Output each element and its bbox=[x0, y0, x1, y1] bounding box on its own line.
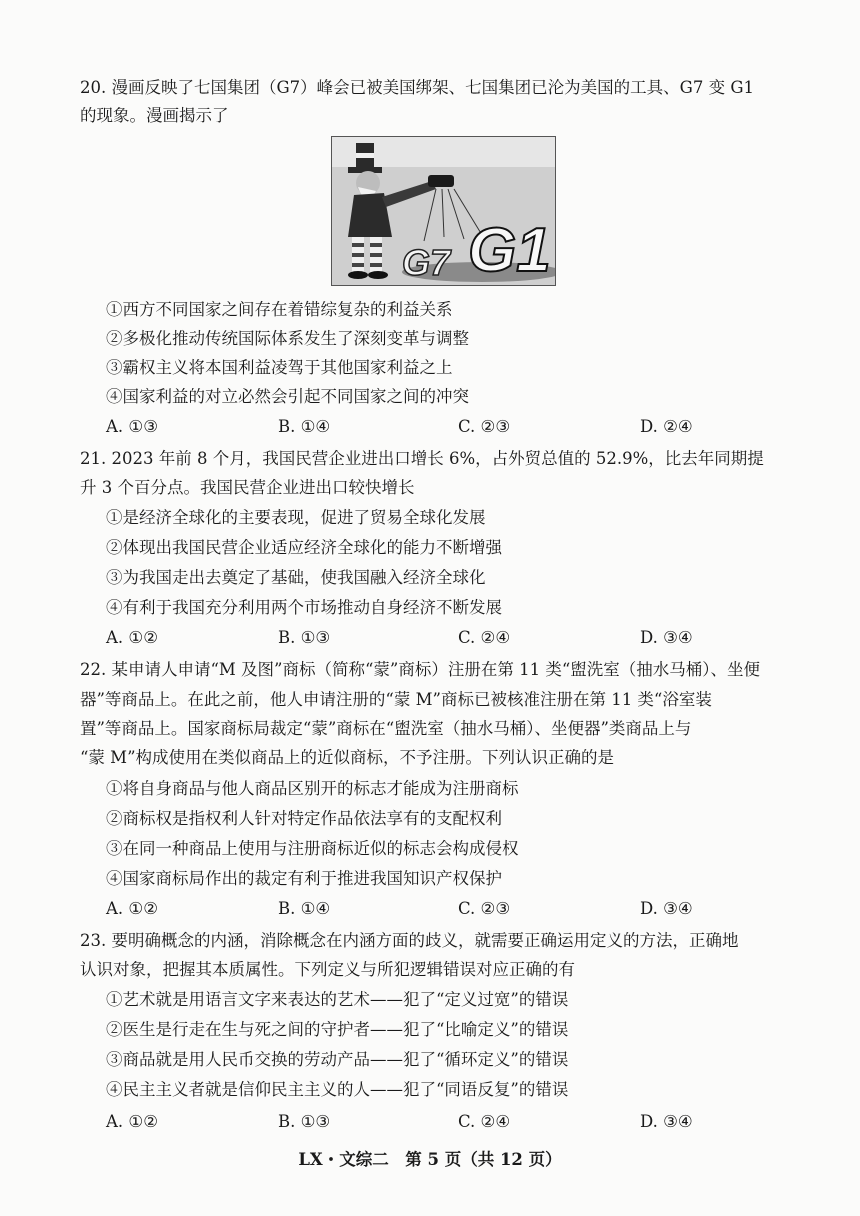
q22-item-3: ③在同一种商品上使用与注册商标近似的标志会构成侵权 bbox=[106, 839, 519, 858]
q21-option-a: A. ①② bbox=[106, 628, 158, 647]
q23-option-b: B. ①③ bbox=[278, 1112, 331, 1131]
q20-item-4: ④国家利益的对立必然会引起不同国家之间的冲突 bbox=[106, 387, 469, 406]
q23-item-4: ④民主主义者就是信仰民主主义的人——犯了“同语反复”的错误 bbox=[106, 1080, 569, 1099]
q21-stem-line1: 21. 2023 年前 8 个月，我国民营企业进出口增长 6%，占外贸总值的 52.9%，比去年同期提 bbox=[80, 449, 764, 468]
cartoon-g1-text: G1 bbox=[468, 216, 551, 285]
q21-stem-line2: 升 3 个百分点。我国民营企业进出口较快增长 bbox=[80, 478, 415, 497]
q22-stem-line4: “蒙 M”构成使用在类似商品上的近似商标，不予注册。下列认识正确的是 bbox=[80, 748, 615, 767]
q23-stem-line2: 认识对象，把握其本质属性。下列定义与所犯逻辑错误对应正确的有 bbox=[80, 960, 575, 979]
q22-item-4: ④国家商标局作出的裁定有利于推进我国知识产权保护 bbox=[106, 869, 502, 888]
q22-option-a: A. ①② bbox=[106, 899, 158, 918]
q20-option-c: C. ②③ bbox=[458, 417, 511, 436]
q21-item-4: ④有利于我国充分利用两个市场推动自身经济不断发展 bbox=[106, 598, 502, 617]
q21-option-c: C. ②④ bbox=[458, 628, 511, 647]
q23-option-a: A. ①② bbox=[106, 1112, 158, 1131]
q22-option-b: B. ①④ bbox=[278, 899, 331, 918]
q23-item-3: ③商品就是用人民币交换的劳动产品——犯了“循环定义”的错误 bbox=[106, 1050, 569, 1069]
q20-stem-line2: 的现象。漫画揭示了 bbox=[80, 106, 229, 125]
q22-item-1: ①将自身商品与他人商品区别开的标志才能成为注册商标 bbox=[106, 779, 519, 798]
q22-stem-line3: 置”等商品上。国家商标局裁定“蒙”商标在“盥洗室（抽水马桶）、坐便器”类商品上与 bbox=[80, 719, 692, 738]
q23-item-1: ①艺术就是用语言文字来表达的艺术——犯了“定义过宽”的错误 bbox=[106, 990, 569, 1009]
page-footer: LX・文综二 第 5 页（共 12 页） bbox=[298, 1150, 562, 1169]
q23-stem-line1: 23. 要明确概念的内涵，消除概念在内涵方面的歧义，就需要正确运用定义的方法，正确地 bbox=[80, 931, 739, 950]
q21-item-1: ①是经济全球化的主要表现，促进了贸易全球化发展 bbox=[106, 508, 486, 527]
q21-option-b: B. ①③ bbox=[278, 628, 331, 647]
q23-option-d: D. ③④ bbox=[640, 1112, 693, 1131]
q21-option-d: D. ③④ bbox=[640, 628, 693, 647]
g7-g1-cartoon bbox=[331, 136, 556, 286]
q22-option-d: D. ③④ bbox=[640, 899, 693, 918]
q23-option-c: C. ②④ bbox=[458, 1112, 511, 1131]
q20-stem-line1: 20. 漫画反映了七国集团（G7）峰会已被美国绑架、七国集团已沦为美国的工具、G7 变 G1 bbox=[80, 78, 755, 97]
q20-item-1: ①西方不同国家之间存在着错综复杂的利益关系 bbox=[106, 300, 453, 319]
q22-item-2: ②商标权是指权利人针对特定作品依法享有的支配权利 bbox=[106, 809, 502, 828]
q20-item-3: ③霸权主义将本国利益凌驾于其他国家利益之上 bbox=[106, 358, 453, 377]
q21-item-2: ②体现出我国民营企业适应经济全球化的能力不断增强 bbox=[106, 538, 502, 557]
q22-stem-line1: 22. 某申请人申请“M 及图”商标（简称“蒙”商标）注册在第 11 类“盥洗室（抽水马桶）、坐便 bbox=[80, 660, 761, 679]
q20-option-a: A. ①③ bbox=[106, 417, 158, 436]
q20-option-d: D. ②④ bbox=[640, 417, 693, 436]
q22-option-c: C. ②③ bbox=[458, 899, 511, 918]
q21-item-3: ③为我国走出去奠定了基础，使我国融入经济全球化 bbox=[106, 568, 486, 587]
cartoon-drawing bbox=[332, 137, 555, 285]
q20-item-2: ②多极化推动传统国际体系发生了深刻变革与调整 bbox=[106, 329, 469, 348]
q23-item-2: ②医生是行走在生与死之间的守护者——犯了“比喻定义”的错误 bbox=[106, 1020, 569, 1039]
q20-option-b: B. ①④ bbox=[278, 417, 331, 436]
cartoon-g7-text: G7 bbox=[402, 242, 451, 283]
q22-stem-line2: 器”等商品上。在此之前，他人申请注册的“蒙 M”商标已被核准注册在第 11 类“浴室装 bbox=[80, 690, 712, 709]
